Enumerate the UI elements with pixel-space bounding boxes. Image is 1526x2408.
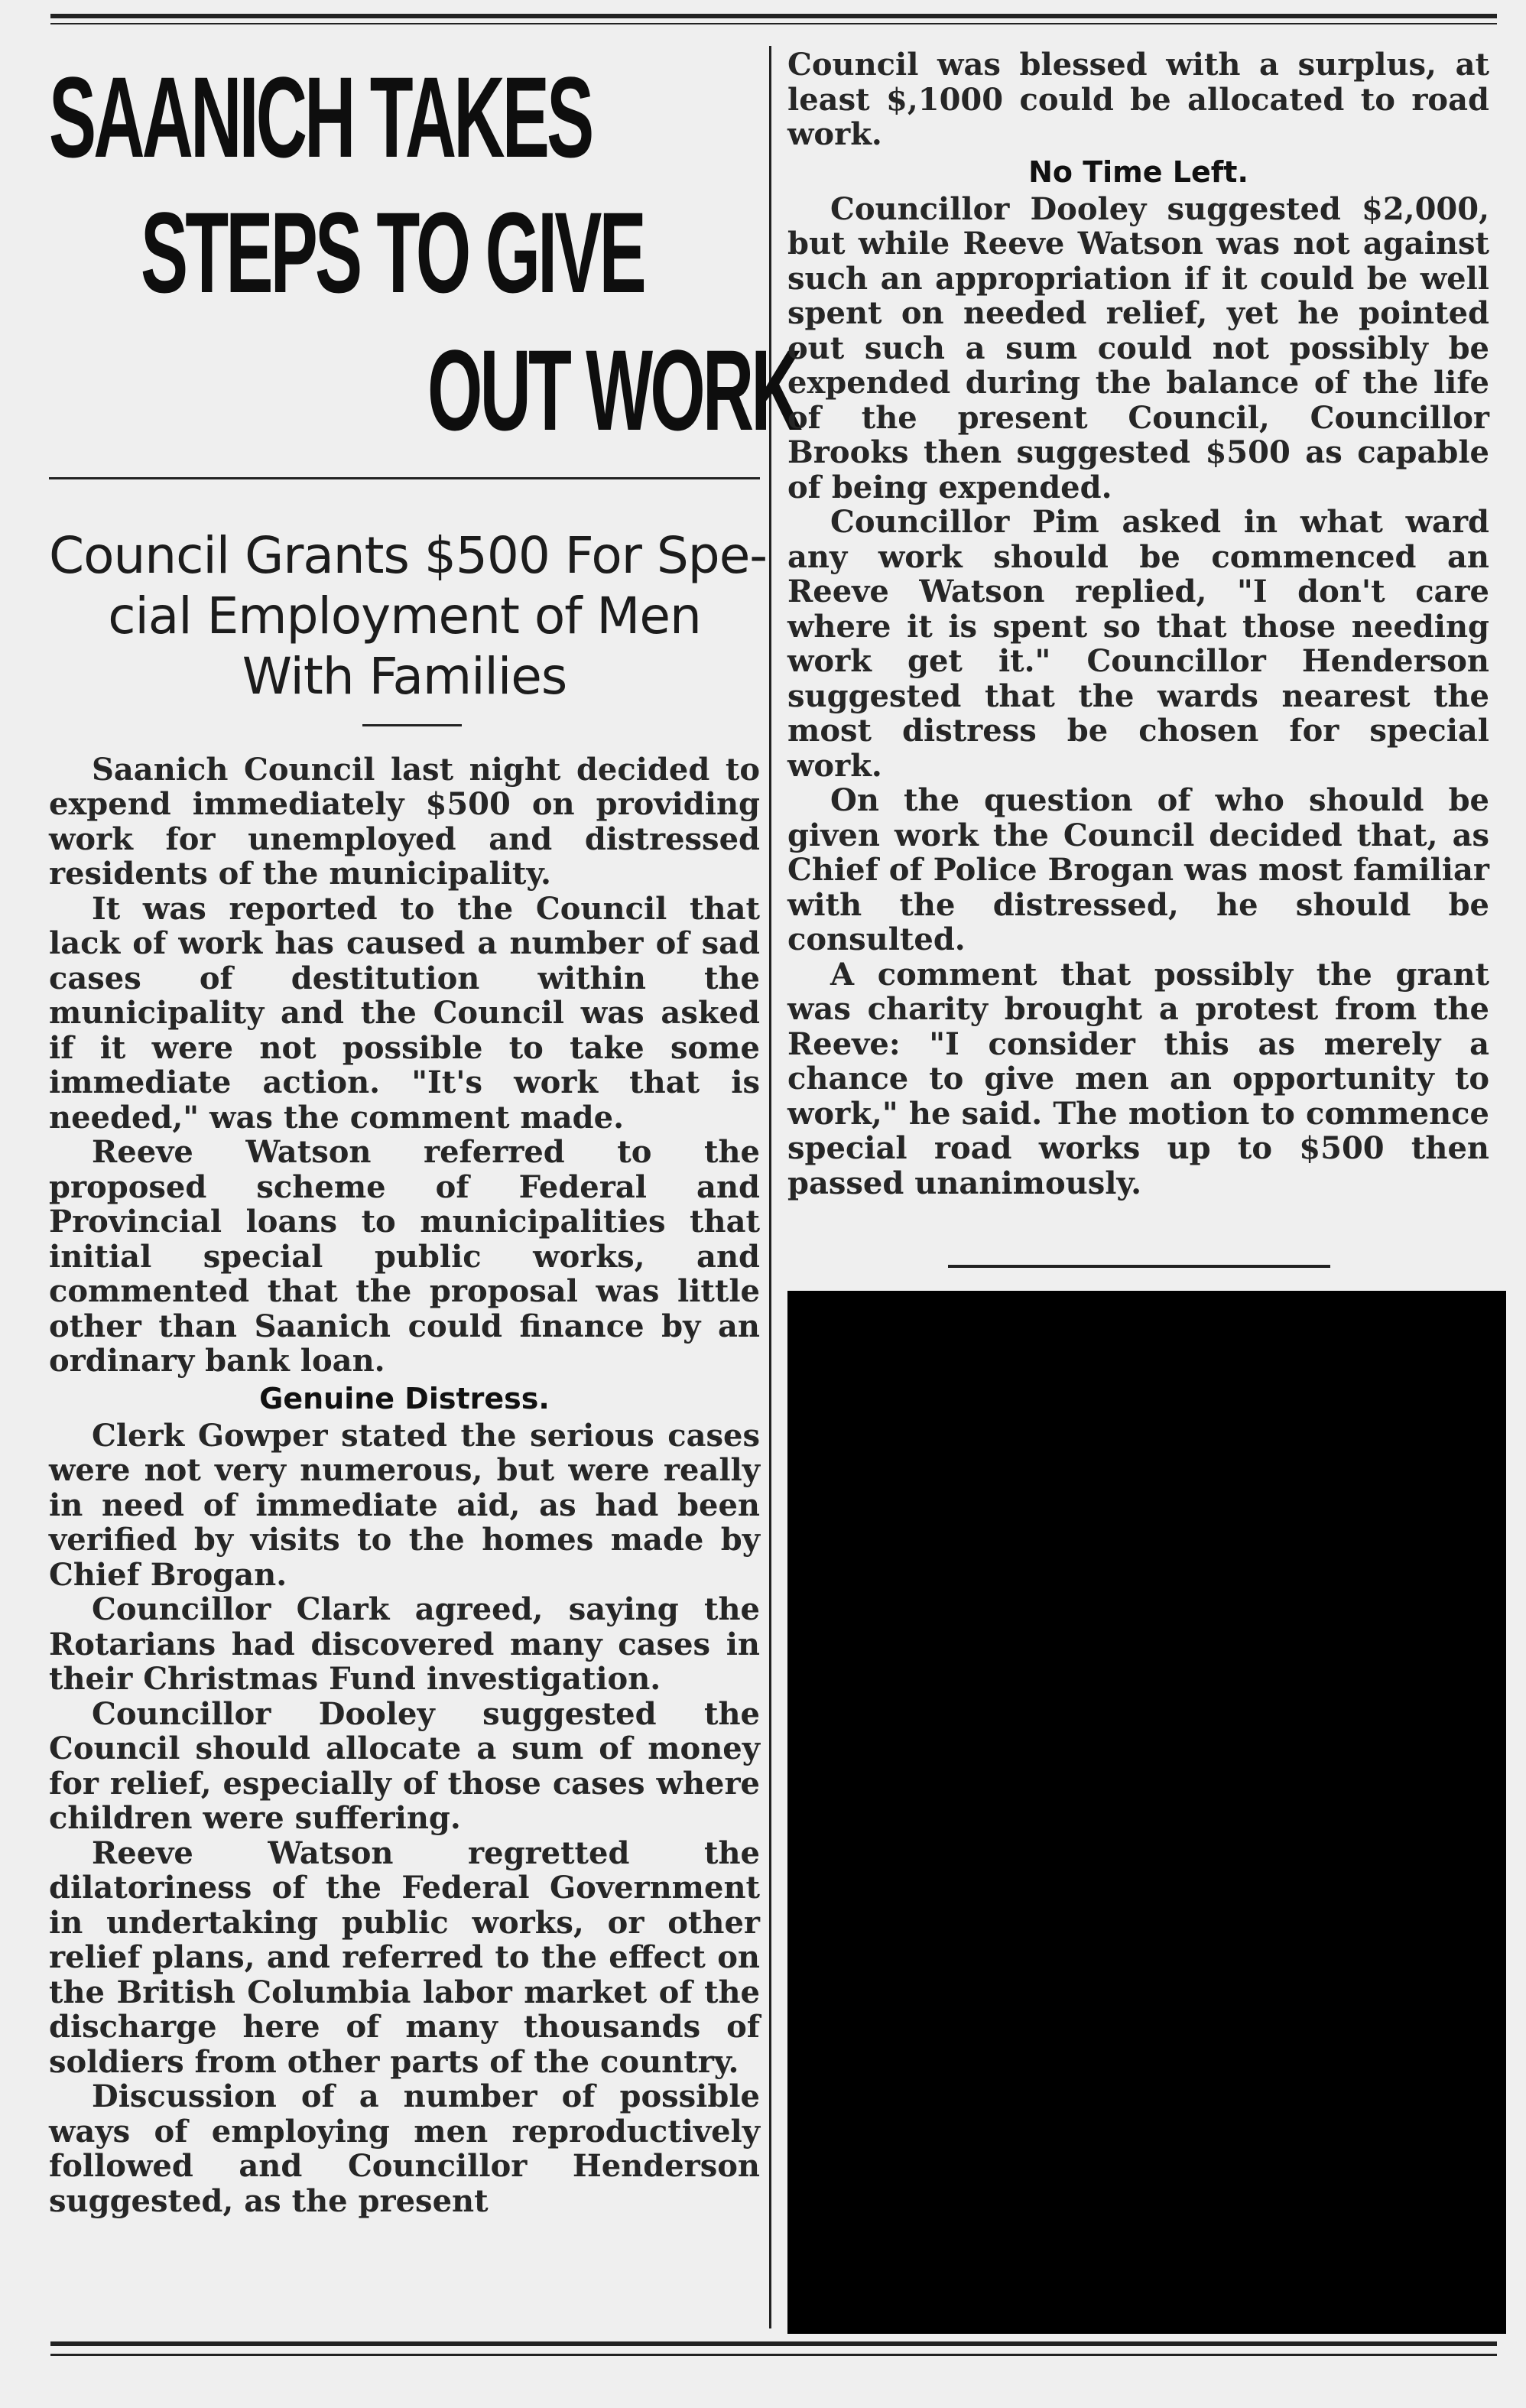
left-body — [49, 752, 760, 2219]
paragraph: Councillor Pim asked in what ward any work should be commenced an Reeve Watson replied, "I don't care where it is spent so that those needing work get it." Councillor Henderson suggested that the wards nearest the most distress be chosen for special work. — [787, 504, 1489, 784]
continuation-paragraph: Council was blessed with a surplus, at least $,1000 could be allocated to road work. — [787, 47, 1489, 152]
deck-line-1: Council Grants $500 For Spe- — [49, 526, 768, 585]
paragraph: Councillor Clark agreed, saying the Rotarians had discovered many cases in their Christmas Fund investigation. — [49, 1591, 760, 1698]
bottom-rule-thin — [50, 2354, 1497, 2356]
paragraph: On the question of who should be given work the Council decided that, as Chief of Police Brogan was most familiar with the distressed, he should be consulted. — [787, 782, 1489, 957]
paragraph: Clerk Gowper stated the serious cases were not very numerous, but were really in need of immediate aid, as had been verified by visits to the homes made by Chief Brogan. — [49, 1417, 760, 1593]
deck — [49, 525, 768, 707]
headline — [49, 46, 800, 474]
top-rule-thin — [50, 23, 1497, 24]
paragraph: Reeve Watson regretted the dilatoriness of the Federal Government in undertaking public works, or other relief plans, and referred to the effect on the British Columbia labor market of the discharge here of many thousands of soldiers from other parts of the country. — [49, 1834, 760, 2080]
right-column — [787, 47, 1489, 1286]
paragraph: Councillor Dooley suggested $2,000, but while Reeve Watson was not against such an appropriation if it could be well spent on needed relief, yet he pointed out such a sum could not possibly be expended during the balance of the life of the present Council, Councillor Brooks then suggested $500 as capable of being expended. — [787, 190, 1489, 505]
headline-line-1: SAANICH TAKES — [49, 53, 592, 181]
paragraph: Councillor Dooley suggested the Council should allocate a sum of money for relief, especially of those cases where children were suffering. — [49, 1695, 760, 1837]
headline-underline — [49, 477, 760, 479]
bottom-rule — [50, 2341, 1497, 2346]
headline-line-2: STEPS TO GIVE — [141, 188, 644, 317]
paragraph: Reeve Watson referred to the proposed scheme of Federal and Provincial loans to municipalities that initial special public works, and commented that the proposal was little other than Saanich could finance by an ordinary bank loan. — [49, 1134, 760, 1379]
redaction-block — [787, 1291, 1506, 2334]
paragraph: It was reported to the Council that lack of work has caused a number of sad cases of destitution within the municipality and the Council was asked if it were not possible to take some immediate action. "It's work that is needed," was the comment made. — [49, 890, 760, 1136]
deck-line-3: With Families — [242, 647, 567, 707]
deck-underline — [362, 724, 462, 726]
headline-line-3: OUT WORK — [427, 326, 800, 454]
left-column — [49, 46, 800, 2332]
paragraph: Discussion of a number of possible ways of employing men reproductively followed and Councillor Henderson suggested, as the present — [49, 2078, 760, 2219]
subhead-genuine-distress: Genuine Distress. — [259, 1381, 550, 1415]
paragraph: Saanich Council last night decided to expend immediately $500 on providing work for unemployed and distressed residents of the municipality. — [49, 751, 760, 892]
right-body — [787, 47, 1489, 1201]
deck-line-2: cial Employment of Men — [108, 587, 701, 646]
subhead-no-time-left: No Time Left. — [1028, 154, 1248, 189]
paragraph: A comment that possibly the grant was charity brought a protest from the Reeve: "I consider this as merely a chance to give men an opportunity to work," he said. The motion to commence special road works up to $500 then passed unanimously. — [787, 956, 1489, 1201]
top-rule — [50, 14, 1497, 18]
article-end-rule — [948, 1265, 1330, 1268]
